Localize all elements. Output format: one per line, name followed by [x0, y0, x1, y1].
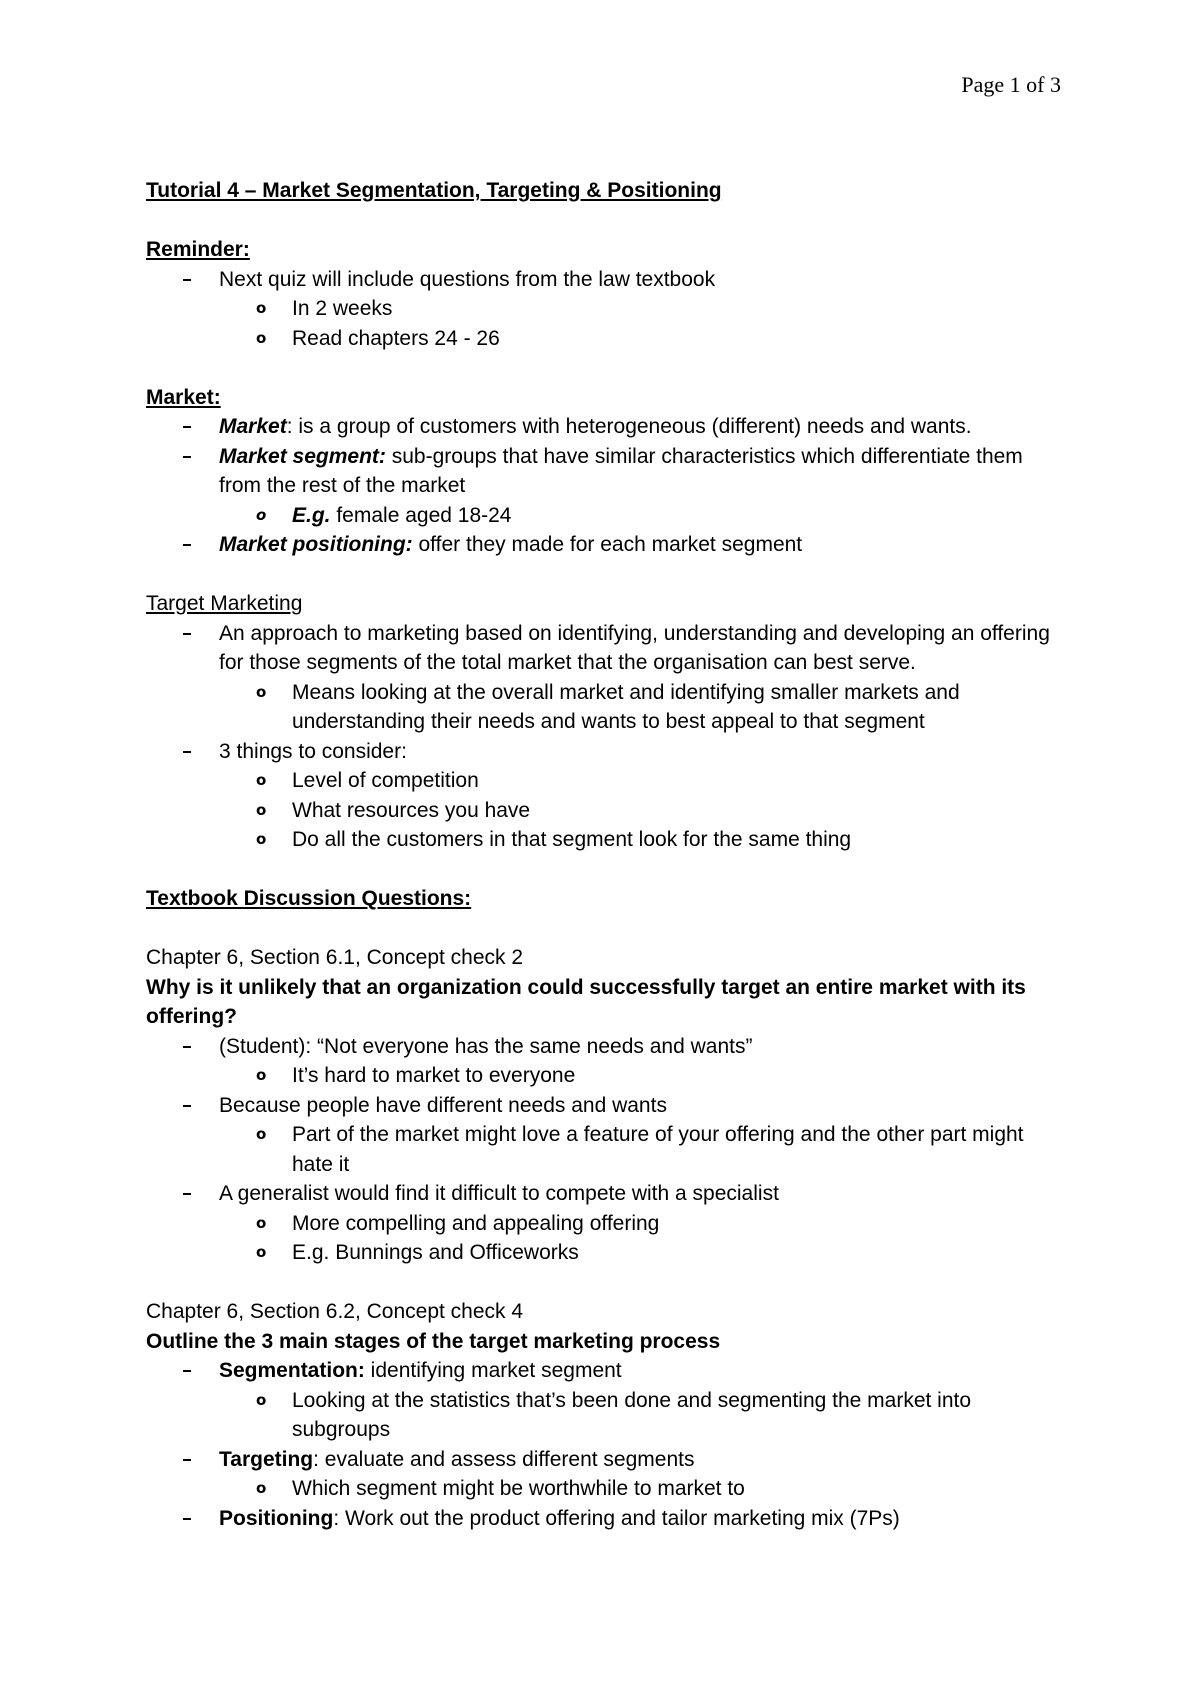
circle-bullet-icon: o	[256, 1066, 267, 1084]
dash-bullet-icon	[183, 619, 191, 649]
sub-list-item: o Level of competition	[146, 766, 1066, 796]
question-text: Why is it unlikely that an organization could successfully target an entire market with its offering?	[146, 975, 1026, 1028]
list-item: Positioning: Work out the product offering and tailor marketing mix (7Ps)	[146, 1504, 1066, 1534]
circle-bullet-icon: o	[256, 1479, 267, 1497]
circle-bullet-icon: o	[256, 1213, 267, 1232]
list-item: 3 things to consider:	[146, 737, 1066, 767]
list-item: Because people have different needs and wants	[146, 1091, 1066, 1121]
list-item: Market: is a group of customers with heterogeneous (different) needs and wants.	[146, 412, 1066, 442]
reminder-heading: Reminder:	[146, 238, 250, 261]
document-title: Tutorial 4 – Market Segmentation, Targeting & Positioning	[146, 179, 722, 202]
list-item: A generalist would find it difficult to compete with a specialist	[146, 1179, 1066, 1209]
sub-list-item: o Read chapters 24 - 26	[146, 324, 1066, 354]
list-item: Market segment: sub-groups that have similar characteristics which differentiate them from the rest of the market	[146, 442, 1066, 501]
sub-list-item: o Do all the customers in that segment look for the same thing	[146, 825, 1066, 855]
list-item: Next quiz will include questions from the law textbook	[146, 265, 1066, 295]
page-number: Page 1 of 3	[961, 72, 1061, 97]
sub-list-item: o E.g. female aged 18-24	[146, 501, 1066, 531]
list-item: An approach to marketing based on identifying, understanding and developing an offering for those segments of the total market that the organisation can best serve.	[146, 619, 1066, 678]
sub-list-item: o In 2 weeks	[146, 294, 1066, 324]
circle-bullet-icon: o	[256, 1125, 267, 1143]
circle-bullet-icon: o	[256, 505, 267, 524]
dash-bullet-icon	[183, 1504, 191, 1534]
dash-bullet-icon	[183, 442, 191, 472]
dash-bullet-icon	[183, 265, 191, 295]
list-item: Segmentation: identifying market segment	[146, 1356, 1066, 1386]
question-reference: Chapter 6, Section 6.1, Concept check 2	[146, 946, 524, 969]
dash-bullet-icon	[183, 1445, 191, 1475]
circle-bullet-icon: o	[256, 1243, 267, 1261]
market-heading: Market:	[146, 385, 221, 409]
target-marketing-heading: Target Marketing	[146, 592, 303, 615]
circle-bullet-icon: o	[256, 299, 267, 317]
dash-bullet-icon	[183, 1032, 191, 1062]
circle-bullet-icon: o	[256, 682, 267, 701]
dash-bullet-icon	[183, 1179, 191, 1209]
dash-bullet-icon	[183, 412, 191, 442]
sub-list-item: o E.g. Bunnings and Officeworks	[146, 1238, 1066, 1268]
dash-bullet-icon	[183, 1356, 191, 1386]
list-item: Targeting: evaluate and assess different segments	[146, 1445, 1066, 1475]
circle-bullet-icon: o	[256, 328, 267, 347]
list-item: Market positioning: offer they made for each market segment	[146, 530, 1066, 560]
circle-bullet-icon: o	[256, 1390, 267, 1409]
dash-bullet-icon	[183, 530, 191, 560]
discussion-heading: Textbook Discussion Questions:	[146, 887, 472, 910]
question-text: Outline the 3 main stages of the target marketing process	[146, 1329, 721, 1353]
sub-list-item: o Looking at the statistics that’s been done and segmenting the market into subgroups	[146, 1386, 1066, 1445]
dash-bullet-icon	[183, 1091, 191, 1121]
sub-list-item: o Part of the market might love a feature of your offering and the other part might hate it	[146, 1120, 1066, 1179]
circle-bullet-icon: o	[256, 830, 267, 848]
list-item: (Student): “Not everyone has the same needs and wants”	[146, 1032, 1066, 1062]
document-body	[146, 176, 1066, 1533]
sub-list-item: o What resources you have	[146, 796, 1066, 826]
circle-bullet-icon: o	[256, 771, 267, 789]
sub-list-item: o Which segment might be worthwhile to market to	[146, 1474, 1066, 1504]
circle-bullet-icon: o	[256, 800, 267, 819]
dash-bullet-icon	[183, 737, 191, 767]
sub-list-item: o More compelling and appealing offering	[146, 1209, 1066, 1239]
sub-list-item: o It’s hard to market to everyone	[146, 1061, 1066, 1091]
question-reference: Chapter 6, Section 6.2, Concept check 4	[146, 1300, 524, 1323]
sub-list-item: o Means looking at the overall market and identifying smaller markets and understanding their needs and wants to best appeal to that segment	[146, 678, 1066, 737]
